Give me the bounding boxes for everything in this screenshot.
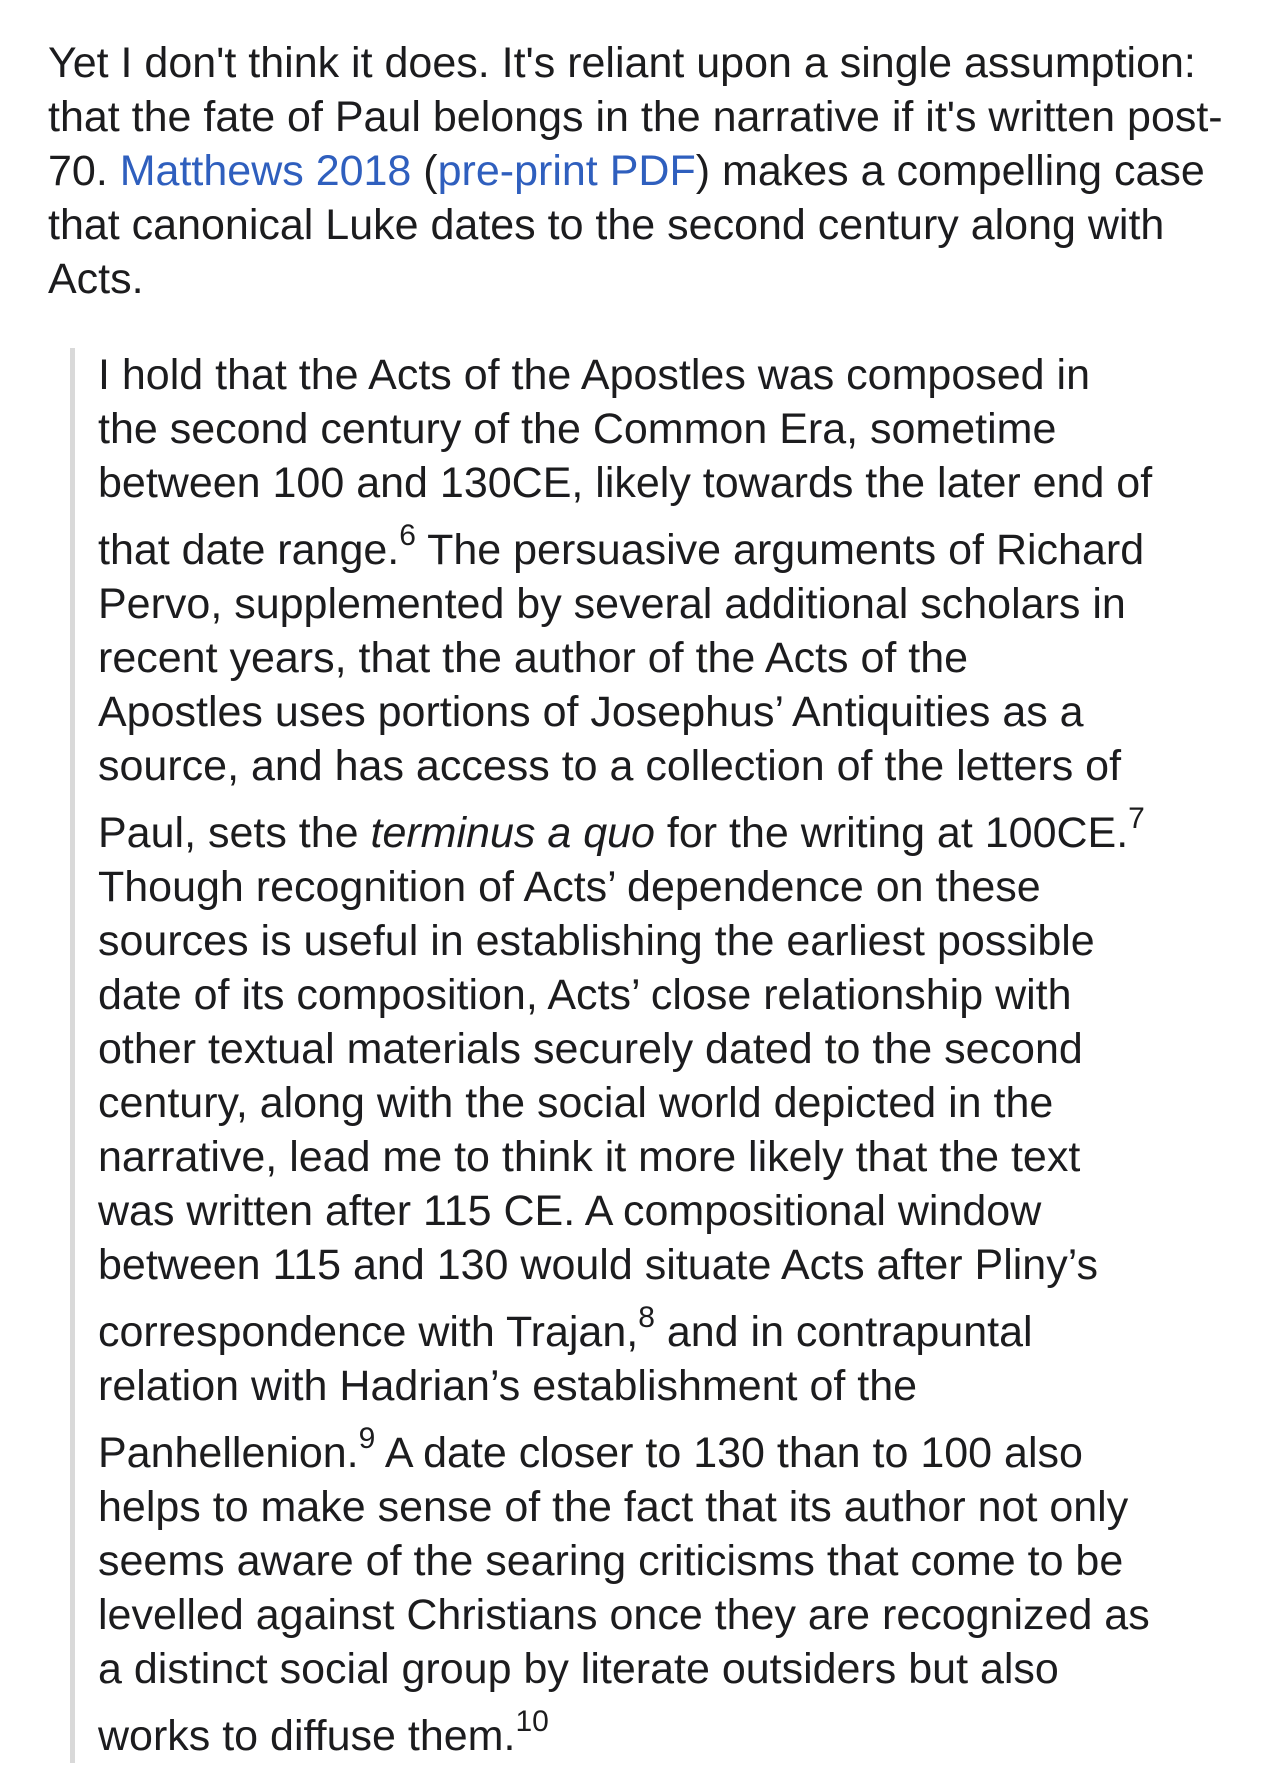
quote-line: helps to make sense of the fact that its author not only <box>98 1483 1129 1531</box>
quote-line: between 115 and 130 would situate Acts after Pliny’s <box>98 1241 1099 1289</box>
quote-line: was written after 115 CE. A compositional window <box>98 1187 1042 1235</box>
intro-text-before: Yet I don't think it does. It's reliant upon a single assumption: that the fate of Paul belongs in the narrative if it's written post-70. <box>48 39 1223 195</box>
quote-line: narrative, lead me to think it more likely that the text <box>98 1133 1081 1181</box>
terminus-a-quo: terminus a quo <box>370 809 655 857</box>
quote-line: seems aware of the searing criticisms that come to be <box>98 1537 1124 1585</box>
quote-text: that date range. <box>98 526 400 574</box>
quote-line: Pervo, supplemented by several additional scholars in <box>98 580 1126 628</box>
footnote-8: 8 <box>638 1301 655 1334</box>
quote-line: Though recognition of Acts’ dependence on these <box>98 863 1041 911</box>
intro-text-after: makes a compelling case that canonical Luke dates to the second century along with Acts. <box>48 147 1205 303</box>
quote-line <box>98 802 1284 860</box>
quote-text: for the writing at 100CE. <box>654 809 1129 857</box>
quote-text: correspondence with Trajan, <box>98 1308 639 1356</box>
quote-text: works to diffuse them. <box>98 1712 516 1760</box>
quote-text: A date closer to 130 than to 100 also <box>375 1429 1083 1477</box>
quote-line: century, along with the social world depicted in the <box>98 1079 1054 1127</box>
quote-line: sources is useful in establishing the earliest possible <box>98 917 1095 965</box>
quote-line: a distinct social group by literate outsiders but also <box>98 1645 1059 1693</box>
quote-line: relation with Hadrian’s establishment of the <box>98 1362 918 1410</box>
pre-print-pdf-link[interactable]: pre-print PDF <box>437 147 696 195</box>
quote-text: Panhellenion. <box>98 1429 359 1477</box>
quote-line: I hold that the Acts of the Apostles was composed in <box>98 351 1090 399</box>
quote-line <box>98 1301 1284 1359</box>
quote-line: other textual materials securely dated to the second <box>98 1025 1083 1073</box>
matthews-2018-link[interactable]: Matthews 2018 <box>119 147 412 195</box>
quote-line <box>98 519 1284 577</box>
quote-line: recent years, that the author of the Acts of the <box>98 634 969 682</box>
footnote-6: 6 <box>399 519 416 552</box>
quote-line: between 100 and 130CE, likely towards the later end of <box>98 459 1153 507</box>
quote-text: The persuasive arguments of Richard <box>415 526 1145 574</box>
footnote-7: 7 <box>1128 802 1145 835</box>
quote-line: date of its composition, Acts’ close relationship with <box>98 971 1072 1019</box>
quote-line <box>98 1422 1284 1480</box>
footnote-10: 10 <box>515 1705 549 1738</box>
blockquote <box>70 348 1284 1763</box>
quote-line: Apostles uses portions of Josephus’ Antiquities as a <box>98 688 1084 736</box>
intro-paren-close: ) <box>695 147 711 195</box>
intro-paren-open: ( <box>411 147 438 195</box>
quote-text: and in contrapuntal <box>654 1308 1033 1356</box>
quote-line: levelled against Christians once they are recognized as <box>98 1591 1150 1639</box>
quote-line <box>98 1705 1284 1763</box>
quote-line: source, and has access to a collection of the letters of <box>98 742 1122 790</box>
quote-line: the second century of the Common Era, sometime <box>98 405 1057 453</box>
footnote-9: 9 <box>358 1422 376 1455</box>
intro-paragraph <box>48 36 1258 306</box>
quote-text: Paul, sets the <box>98 809 371 857</box>
